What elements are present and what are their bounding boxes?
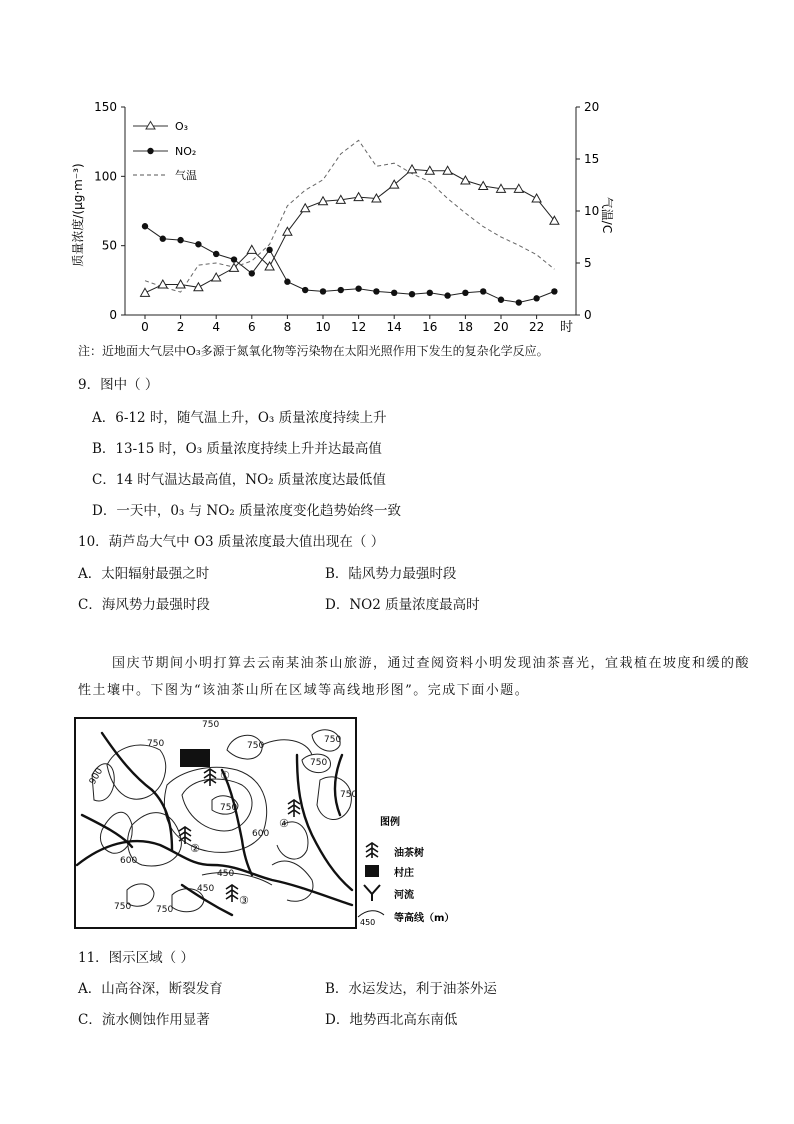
o3-point: [141, 288, 150, 296]
passage-line-2: 性土壤中。下图为“该油茶山所在区域等高线地形图”。完成下面小题。: [78, 683, 530, 698]
o3-point: [212, 273, 221, 281]
q9-option-a[interactable]: A．6-12 时，随气温上升，O₃ 质量浓度持续上升: [92, 410, 387, 426]
no2-point: [462, 290, 468, 296]
no2-point: [391, 290, 397, 296]
q11-option-d[interactable]: D．地势西北高东南低: [325, 1012, 458, 1028]
x-tick-label: 14: [386, 320, 402, 334]
q10-option-d[interactable]: D．NO2 质量浓度最高时: [325, 597, 480, 613]
q11-stem: 11．图示区域（ ）: [78, 950, 194, 966]
contour-label: 750: [310, 758, 328, 768]
no2-point: [302, 287, 308, 293]
legend-village: 村庄: [394, 868, 414, 879]
o3-point: [443, 166, 452, 174]
right-axis-label: 气温/C: [600, 196, 614, 234]
q9-option-b[interactable]: B．13-15 时，O₃ 质量浓度持续上升并达最高值: [92, 441, 382, 457]
o3-point: [532, 194, 541, 202]
o3-point: [301, 204, 310, 212]
x-tick-label: 10: [315, 320, 331, 334]
series-line-0: [145, 169, 554, 292]
o3-point: [176, 280, 185, 288]
q11-option-c[interactable]: C．流水侧蚀作用显著: [78, 1012, 210, 1028]
no2-point: [355, 285, 361, 291]
legend-river: 河流: [394, 890, 414, 901]
contour-label: 750: [220, 803, 238, 813]
x-tick-label: 20: [493, 320, 509, 334]
triangle-marker-icon: [146, 122, 155, 130]
legend-temp: 气温: [175, 169, 197, 182]
legend-no2: NO₂: [175, 145, 197, 158]
q9-option-d[interactable]: D．一天中，0₃ 与 NO₂ 质量浓度变化趋势始终一致: [92, 503, 401, 519]
map-frame: [75, 718, 356, 928]
q10-stem: 10．葫芦岛大气中 O3 质量浓度最大值出现在（ ）: [78, 534, 385, 550]
no2-point: [284, 279, 290, 285]
x-tick-label: 6: [247, 320, 256, 334]
no2-point: [373, 288, 379, 294]
contour-label: 600: [252, 829, 270, 839]
y-right-tick-label: 10: [584, 204, 600, 218]
river-icon: [364, 885, 380, 901]
x-axis-unit: 时: [560, 320, 574, 335]
o3-point: [247, 245, 256, 253]
o3-point: [283, 227, 292, 235]
legend-contour: 等高线（m）: [394, 913, 455, 924]
y-right-tick-label: 15: [584, 152, 600, 166]
no2-point: [142, 223, 148, 229]
no2-point: [480, 288, 486, 294]
no2-point: [533, 295, 539, 301]
no2-point: [160, 236, 166, 242]
no2-point: [213, 251, 219, 257]
x-tick-label: 22: [528, 320, 545, 334]
x-tick-label: 8: [283, 320, 292, 334]
no2-point: [338, 287, 344, 293]
site-label-3: ③: [239, 894, 249, 907]
no2-point: [444, 292, 450, 298]
o3-point: [408, 165, 417, 173]
chart-legend: [133, 120, 197, 182]
village-marker: [180, 749, 210, 767]
legend-contour-sample: 450: [360, 918, 376, 927]
no2-point: [409, 291, 415, 297]
series-line-2: [145, 140, 554, 292]
q9-stem: 9．图中（ ）: [78, 377, 159, 393]
x-tick-label: 18: [457, 320, 474, 334]
no2-point: [427, 290, 433, 296]
site-label-1: ①: [220, 769, 230, 782]
map-legend: [358, 815, 454, 927]
left-axis-label: 质量浓度/(μg·m⁻³): [71, 163, 85, 267]
contour-label: 600: [120, 856, 138, 866]
x-tick-label: 12: [350, 320, 367, 334]
contour-label: 750: [156, 905, 174, 915]
site-label-2: ②: [190, 842, 200, 855]
no2-point: [320, 288, 326, 294]
o3-point: [158, 280, 167, 288]
q10-option-c[interactable]: C．海风势力最强时段: [78, 597, 210, 613]
circle-marker-icon: [147, 148, 153, 154]
no2-point: [177, 237, 183, 243]
contour-label: 450: [197, 884, 215, 894]
y-right-tick-label: 20: [584, 100, 600, 114]
y-left-tick-label: 100: [94, 169, 117, 184]
y-right-tick-label: 5: [584, 256, 592, 270]
y-left-tick-label: 50: [101, 238, 117, 253]
contour-label: 450: [217, 869, 235, 879]
q10-option-b[interactable]: B．陆风势力最强时段: [325, 566, 457, 582]
tea-tree-icon: [366, 843, 378, 858]
contour-label: 750: [147, 739, 165, 749]
q9-option-c[interactable]: C．14 时气温达最高值，NO₂ 质量浓度达最低值: [92, 472, 386, 488]
village-icon: [365, 865, 379, 877]
contour-label: 900: [87, 766, 106, 787]
no2-point: [551, 288, 557, 294]
contour-label: 750: [340, 790, 358, 800]
legend-tea-tree: 油茶树: [394, 848, 424, 859]
no2-point: [195, 241, 201, 247]
passage-line-1: 国庆节期间小明打算去云南某油茶山旅游，通过查阅资料小明发现油茶喜光，宜栽植在坡度和缓的酸: [112, 656, 751, 671]
x-tick-label: 4: [212, 320, 221, 334]
q11-option-b[interactable]: B．水运发达，利于油茶外运: [325, 981, 497, 997]
x-tick-label: 2: [176, 320, 185, 334]
o3-no2-temperature-chart: [60, 95, 620, 340]
no2-point: [231, 256, 237, 262]
no2-point: [249, 270, 255, 276]
o3-point: [461, 176, 470, 184]
contour-label: 750: [247, 741, 265, 751]
y-right-tick-label: 0: [584, 308, 592, 322]
no2-point: [498, 297, 504, 303]
o3-point: [354, 193, 363, 201]
contour-icon: [358, 911, 384, 917]
y-left-tick-label: 0: [109, 308, 117, 322]
x-tick-label: 0: [141, 320, 149, 334]
y-left-tick-label: 150: [94, 100, 117, 114]
contour-label: 750: [202, 720, 220, 730]
contour-label: 750: [324, 735, 342, 745]
legend-title: 图例: [380, 817, 400, 828]
no2-point: [516, 299, 522, 305]
q10-option-a[interactable]: A．太阳辐射最强之时: [78, 566, 210, 582]
contour-map: [72, 715, 472, 933]
legend-o3: O₃: [175, 120, 189, 133]
site-label-4: ④: [279, 817, 289, 830]
x-tick-label: 16: [422, 320, 438, 334]
no2-point: [266, 247, 272, 253]
q11-option-a[interactable]: A．山高谷深，断裂发育: [78, 981, 223, 997]
contour-label: 750: [114, 902, 132, 912]
chart-note: 注：近地面大气层中O₃多源于氮氧化物等污染物在太阳光照作用下发生的复杂化学反应。: [78, 344, 549, 358]
